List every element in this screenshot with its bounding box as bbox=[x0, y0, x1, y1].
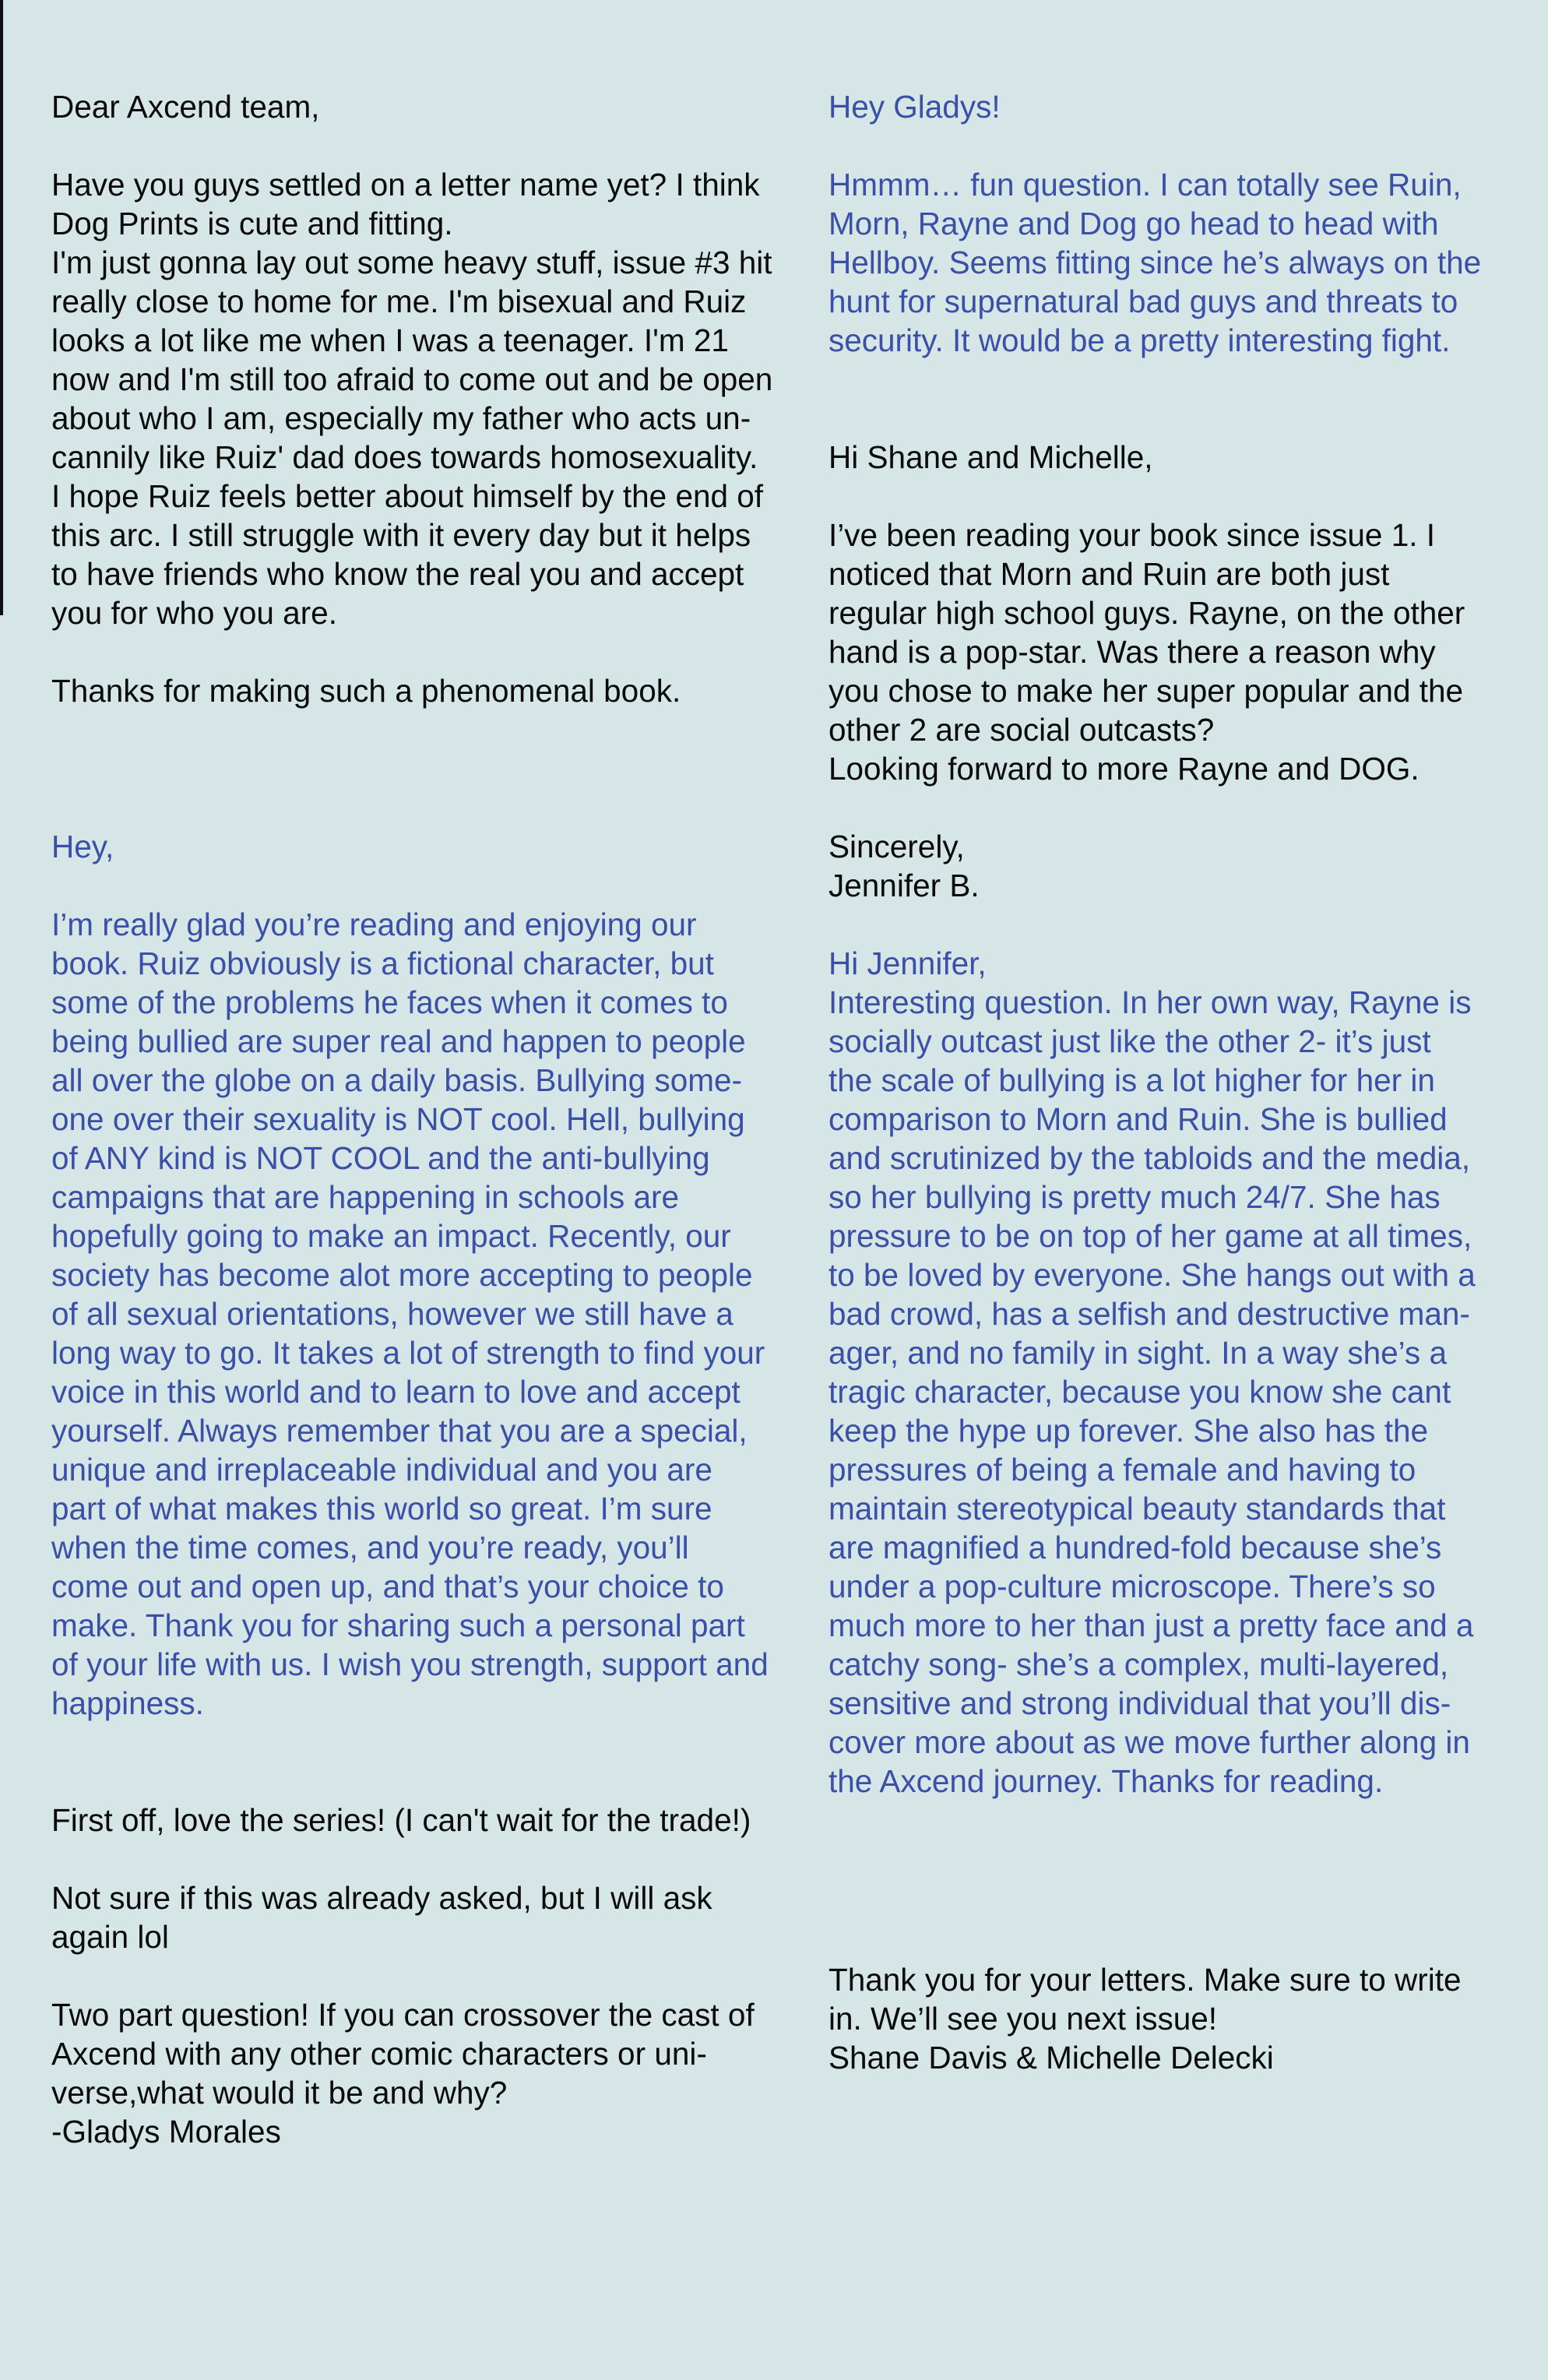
reader-letter-dog-prints bbox=[51, 87, 799, 710]
letter-greeting: Hi Shane and Michelle, bbox=[829, 439, 1153, 475]
left-column bbox=[51, 87, 799, 2151]
letter-body: Have you guys settled on a letter name yet? I think Dog Prints is cute and fitting. I'm just gonna lay out some heavy stuff, issue #3 hit really close to home for me. I'm bisexual and Ruiz looks a lot like me when I was a teenager. I'm 21 now and I'm still too afraid to come out and be open about who I am, especially my father who acts un- cannily like Ruiz' dad does towards homosexuality. I hope Ruiz feels better about himself by the end of this arc. I still struggle with it every day but it helps to have friends who know the real you and accept you for who you are. bbox=[51, 167, 773, 631]
reader-letter-gladys bbox=[51, 1801, 799, 2151]
reply-body: Hmmm… fun question. I can totally see Ruin, Morn, Rayne and Dog go head to head with Hellboy. Seems fitting since he’s always on the hunt for supernatural bad guys and threats to security. It would be a pretty interesting fight. bbox=[829, 167, 1482, 358]
reply-body: I’m really glad you’re reading and enjoying our book. Ruiz obviously is a fictional character, but some of the problems he faces when it comes to being bullied are super real and happen to people all over the globe on a daily basis. Bullying some- one over their sexuality is NOT cool. Hell, bullying of ANY kind is NOT COOL and the anti-bullying campaigns that are happening in schools are hopefully going to make an impact. Recently, our society has become alot more accepting to people of all sexual orientations, however we still have a long way to go. It takes a lot of strength to find your voice in this world and to learn to love and accept yourself. Always remember that you are a special, unique and irreplaceable individual and you are part of what makes this world so great. I’m sure when the time comes, and you’re ready, you’ll come out and open up, and that’s your choice to make. Thank you for sharing such a personal part of your life with us. I wish you strength, support and happiness. bbox=[51, 907, 769, 1721]
letter-signoff: Sincerely, Jennifer B. bbox=[829, 829, 980, 903]
creator-reply-to-jennifer bbox=[829, 944, 1548, 1801]
letter-greeting: Dear Axcend team, bbox=[51, 89, 320, 125]
creator-reply-to-letter bbox=[51, 827, 799, 1723]
letter-question: Two part question! If you can crossover the cast of Axcend with any other comic characters or uni- verse,what would it be and why? bbox=[51, 1997, 755, 2111]
right-column bbox=[829, 87, 1548, 2077]
reader-letter-jennifer bbox=[829, 438, 1548, 905]
letter-paragraph: Not sure if this was already asked, but I will ask again lol bbox=[51, 1880, 712, 1955]
reply-greeting: Hey Gladys! bbox=[829, 89, 1001, 125]
closing-note bbox=[829, 1960, 1548, 2077]
closing-body: Thank you for your letters. Make sure to write in. We’ll see you next issue! Shane Davis & Michelle Delecki bbox=[829, 1962, 1462, 2075]
letter-closing: Thanks for making such a phenomenal book. bbox=[51, 673, 681, 709]
reply-greeting: Hi Jennifer, bbox=[829, 945, 987, 981]
reply-body: Interesting question. In her own way, Rayne is socially outcast just like the other 2- it’s just the scale of bullying is a lot higher for her in comparison to Morn and Ruin. She is bullied and scrutinized by the tabloids and the media, so her bullying is pretty much 24/7. She has pressure to be on top of her game at all times, to be loved by everyone. She hangs out with a bad crowd, has a selfish and destructive man- ager, and no family in sight. In a way she’s a tragic character, because you know she cant keep the hype up forever. She also has the pressures of being a female and having to maintain stereotypical beauty standards that are magnified a hundred-fold because she’s under a pop-culture microscope. There’s so much more to her than just a pretty face and a catchy song- she’s a complex, multi-layered, sensitive and strong individual that you’ll dis- cover more about as we move further along in the Axcend journey. Thanks for reading. bbox=[829, 984, 1476, 1799]
reply-greeting: Hey, bbox=[51, 829, 114, 864]
creator-reply-to-gladys bbox=[829, 87, 1548, 360]
letter-opening: First off, love the series! (I can't wait for the trade!) bbox=[51, 1802, 751, 1838]
letter-body: I’ve been reading your book since issue 1. I noticed that Morn and Ruin are both just regular high school guys. Rayne, on the other hand is a pop-star. Was there a reason why you chose to make her super popular and the other 2 are social outcasts? Looking forward to more Rayne and DOG. bbox=[829, 517, 1465, 787]
letter-signature: -Gladys Morales bbox=[51, 2114, 281, 2149]
left-edge-rule bbox=[0, 0, 3, 615]
